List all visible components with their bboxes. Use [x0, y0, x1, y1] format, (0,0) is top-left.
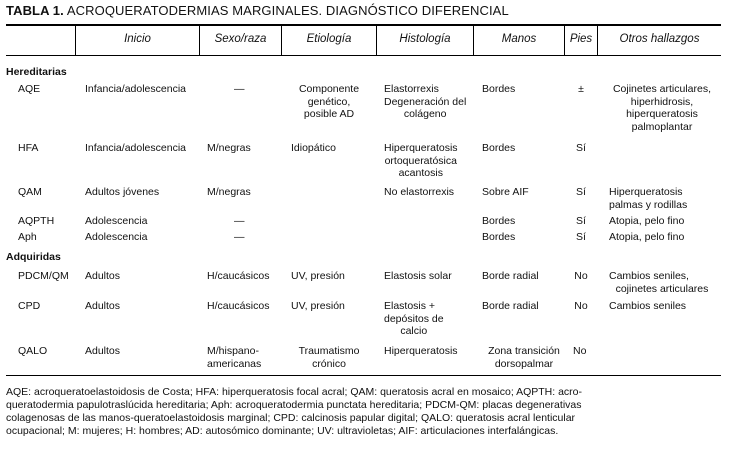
pies-aph: Sí: [576, 231, 586, 243]
histologia-line: Elastosis +: [384, 300, 436, 312]
histologia-pdcm-qm: Elastosis solar: [384, 270, 452, 282]
otros-aqpth: Atopia, pelo fino: [609, 215, 685, 227]
histologia-qalo: Hiperqueratosis: [384, 345, 458, 357]
manos-line: Zona transición: [488, 345, 560, 357]
inicio-qalo: Adultos: [85, 345, 121, 357]
sexo-aph: —: [234, 231, 245, 243]
header-histologia: Histología: [399, 33, 451, 45]
otros-pdcm-qm: [603, 270, 721, 295]
pies-qalo: No: [573, 345, 587, 357]
manos-line: dorsopalmar: [494, 357, 554, 370]
footnote-line: queratodermia papulotraslúcida hereditaria; Aph: acroqueratodermia punctata hereditaria; PDCM-QM: placas degenerativas: [6, 399, 582, 411]
header-pies: Pies: [569, 33, 593, 45]
otros-line: hiperqueratosis: [626, 108, 698, 120]
header-otros-hallazgos: Otros hallazgos: [619, 33, 700, 45]
footnote-line: ocupacional; M: mujeres; H: hombres; AD: autosómico dominante; UV: ultravioletas; AIF: articulaciones interfalángicas.: [6, 425, 559, 437]
otros-line: hiperhidrosis,: [630, 95, 694, 108]
pies-pdcm-qm: No: [574, 270, 588, 282]
etiologia-qalo: [282, 345, 376, 370]
sexo-aqpth: —: [234, 215, 245, 227]
row-name-aqpth: AQPTH: [18, 215, 55, 227]
inicio-aqpth: Adolescencia: [85, 215, 148, 227]
otros-line: cojinetes articulares: [615, 282, 709, 295]
etiologia-cpd: UV, presión: [291, 300, 345, 312]
otros-line: palmas y rodillas: [609, 198, 688, 211]
row-name-hfa: HFA: [18, 142, 39, 154]
manos-pdcm-qm: Borde radial: [482, 270, 539, 282]
manos-hfa: Bordes: [482, 142, 516, 154]
pies-qam: Sí: [576, 186, 586, 198]
histologia-line: acantosis: [398, 167, 443, 179]
manos-cpd: Borde radial: [482, 300, 539, 312]
inicio-aph: Adolescencia: [85, 231, 148, 243]
sexo-aqe: —: [234, 83, 245, 95]
histologia-line: Degeneración del: [384, 95, 467, 108]
group-adquiridas: Adquiridas: [6, 251, 61, 263]
histologia-line: calcio: [400, 325, 428, 337]
row-name-aqe: AQE: [18, 83, 41, 95]
inicio-cpd: Adultos: [85, 300, 121, 312]
sexo-cpd: H/caucásicos: [207, 300, 270, 312]
otros-qam: [609, 186, 687, 211]
histologia-line: colágeno: [403, 108, 447, 120]
pies-hfa: Sí: [576, 142, 586, 154]
manos-aph: Bordes: [482, 231, 516, 243]
histologia-cpd: [384, 300, 444, 338]
header-rule: [6, 55, 721, 56]
pies-aqpth: Sí: [576, 215, 586, 227]
sexo-hfa: M/negras: [207, 142, 251, 154]
sexo-qalo: [207, 345, 261, 370]
otros-aqe: [603, 83, 721, 133]
header-inicio: Inicio: [124, 33, 151, 45]
inicio-qam: Adultos jóvenes: [85, 186, 160, 198]
histologia-line: Elastorrexis: [384, 83, 439, 95]
row-name-aph: Aph: [18, 231, 37, 243]
etiologia-line: posible AD: [303, 108, 355, 120]
histologia-line: Hiperqueratosis: [384, 142, 458, 154]
otros-line: Cambios seniles,: [609, 270, 689, 282]
etiologia-line: Traumatismo: [298, 345, 360, 357]
table-number: TABLA 1.: [6, 3, 64, 18]
otros-line: Cojinetes articulares,: [612, 83, 712, 95]
manos-qam: Sobre AIF: [482, 186, 529, 198]
manos-aqpth: Bordes: [482, 215, 516, 227]
etiologia-line: genético,: [307, 95, 351, 108]
inicio-pdcm-qm: Adultos: [85, 270, 121, 282]
histologia-aqe: [384, 83, 466, 121]
sexo-qam: M/negras: [207, 186, 251, 198]
inicio-aqe: Infancia/adolescencia: [85, 83, 186, 95]
table-footnote: [6, 386, 721, 438]
footer-rule: [6, 375, 721, 376]
footnote-line: AQE: acroqueratoelastoidosis de Costa; HFA: hiperqueratosis focal acral; QAM: queratosis acral en mosaico; AQPTH: acro-: [6, 386, 583, 398]
manos-aqe: Bordes: [482, 83, 516, 95]
histologia-hfa: [384, 142, 458, 180]
row-name-qalo: QALO: [18, 345, 48, 357]
manos-qalo: [474, 345, 574, 370]
etiologia-line: crónico: [312, 357, 346, 370]
pies-cpd: No: [574, 300, 588, 312]
sexo-line: americanas: [207, 357, 262, 370]
otros-line: palmoplantar: [631, 120, 693, 133]
otros-line: Hiperqueratosis: [609, 186, 683, 198]
histologia-qam: No elastorrexis: [384, 186, 455, 198]
sexo-line: M/hispano-: [207, 345, 259, 357]
etiologia-line: Componente: [298, 83, 360, 95]
inicio-hfa: Infancia/adolescencia: [85, 142, 186, 154]
histologia-line: depósitos de: [384, 312, 444, 325]
otros-cpd: Cambios seniles: [609, 300, 687, 312]
header-manos: Manos: [501, 33, 537, 45]
table-caption: ACROQUERATODERMIAS MARGINALES. DIAGNÓSTICO DIFERENCIAL: [66, 3, 509, 18]
top-rule: [6, 24, 721, 26]
histologia-line: ortoqueratósica: [384, 154, 457, 167]
otros-aph: Atopia, pelo fino: [609, 231, 685, 243]
group-hereditarias: Hereditarias: [6, 66, 67, 78]
footnote-line: colagenosas de las manos-queratoelastoidosis marginal; CPD: calcinosis papular digital; QALO: queratosis acral lenticular: [6, 412, 576, 424]
row-name-pdcm-qm: PDCM/QM: [18, 270, 69, 282]
row-name-qam: QAM: [18, 186, 42, 198]
header-sexo-raza: Sexo/raza: [214, 33, 267, 45]
etiologia-aqe: [282, 83, 376, 121]
etiologia-pdcm-qm: UV, presión: [291, 270, 345, 282]
header-etiologia: Etiología: [306, 33, 352, 45]
etiologia-hfa: Idiopático: [291, 142, 336, 154]
pies-aqe: ±: [578, 83, 584, 95]
row-name-cpd: CPD: [18, 300, 41, 312]
table-title: [6, 3, 509, 18]
sexo-pdcm-qm: H/caucásicos: [207, 270, 270, 282]
